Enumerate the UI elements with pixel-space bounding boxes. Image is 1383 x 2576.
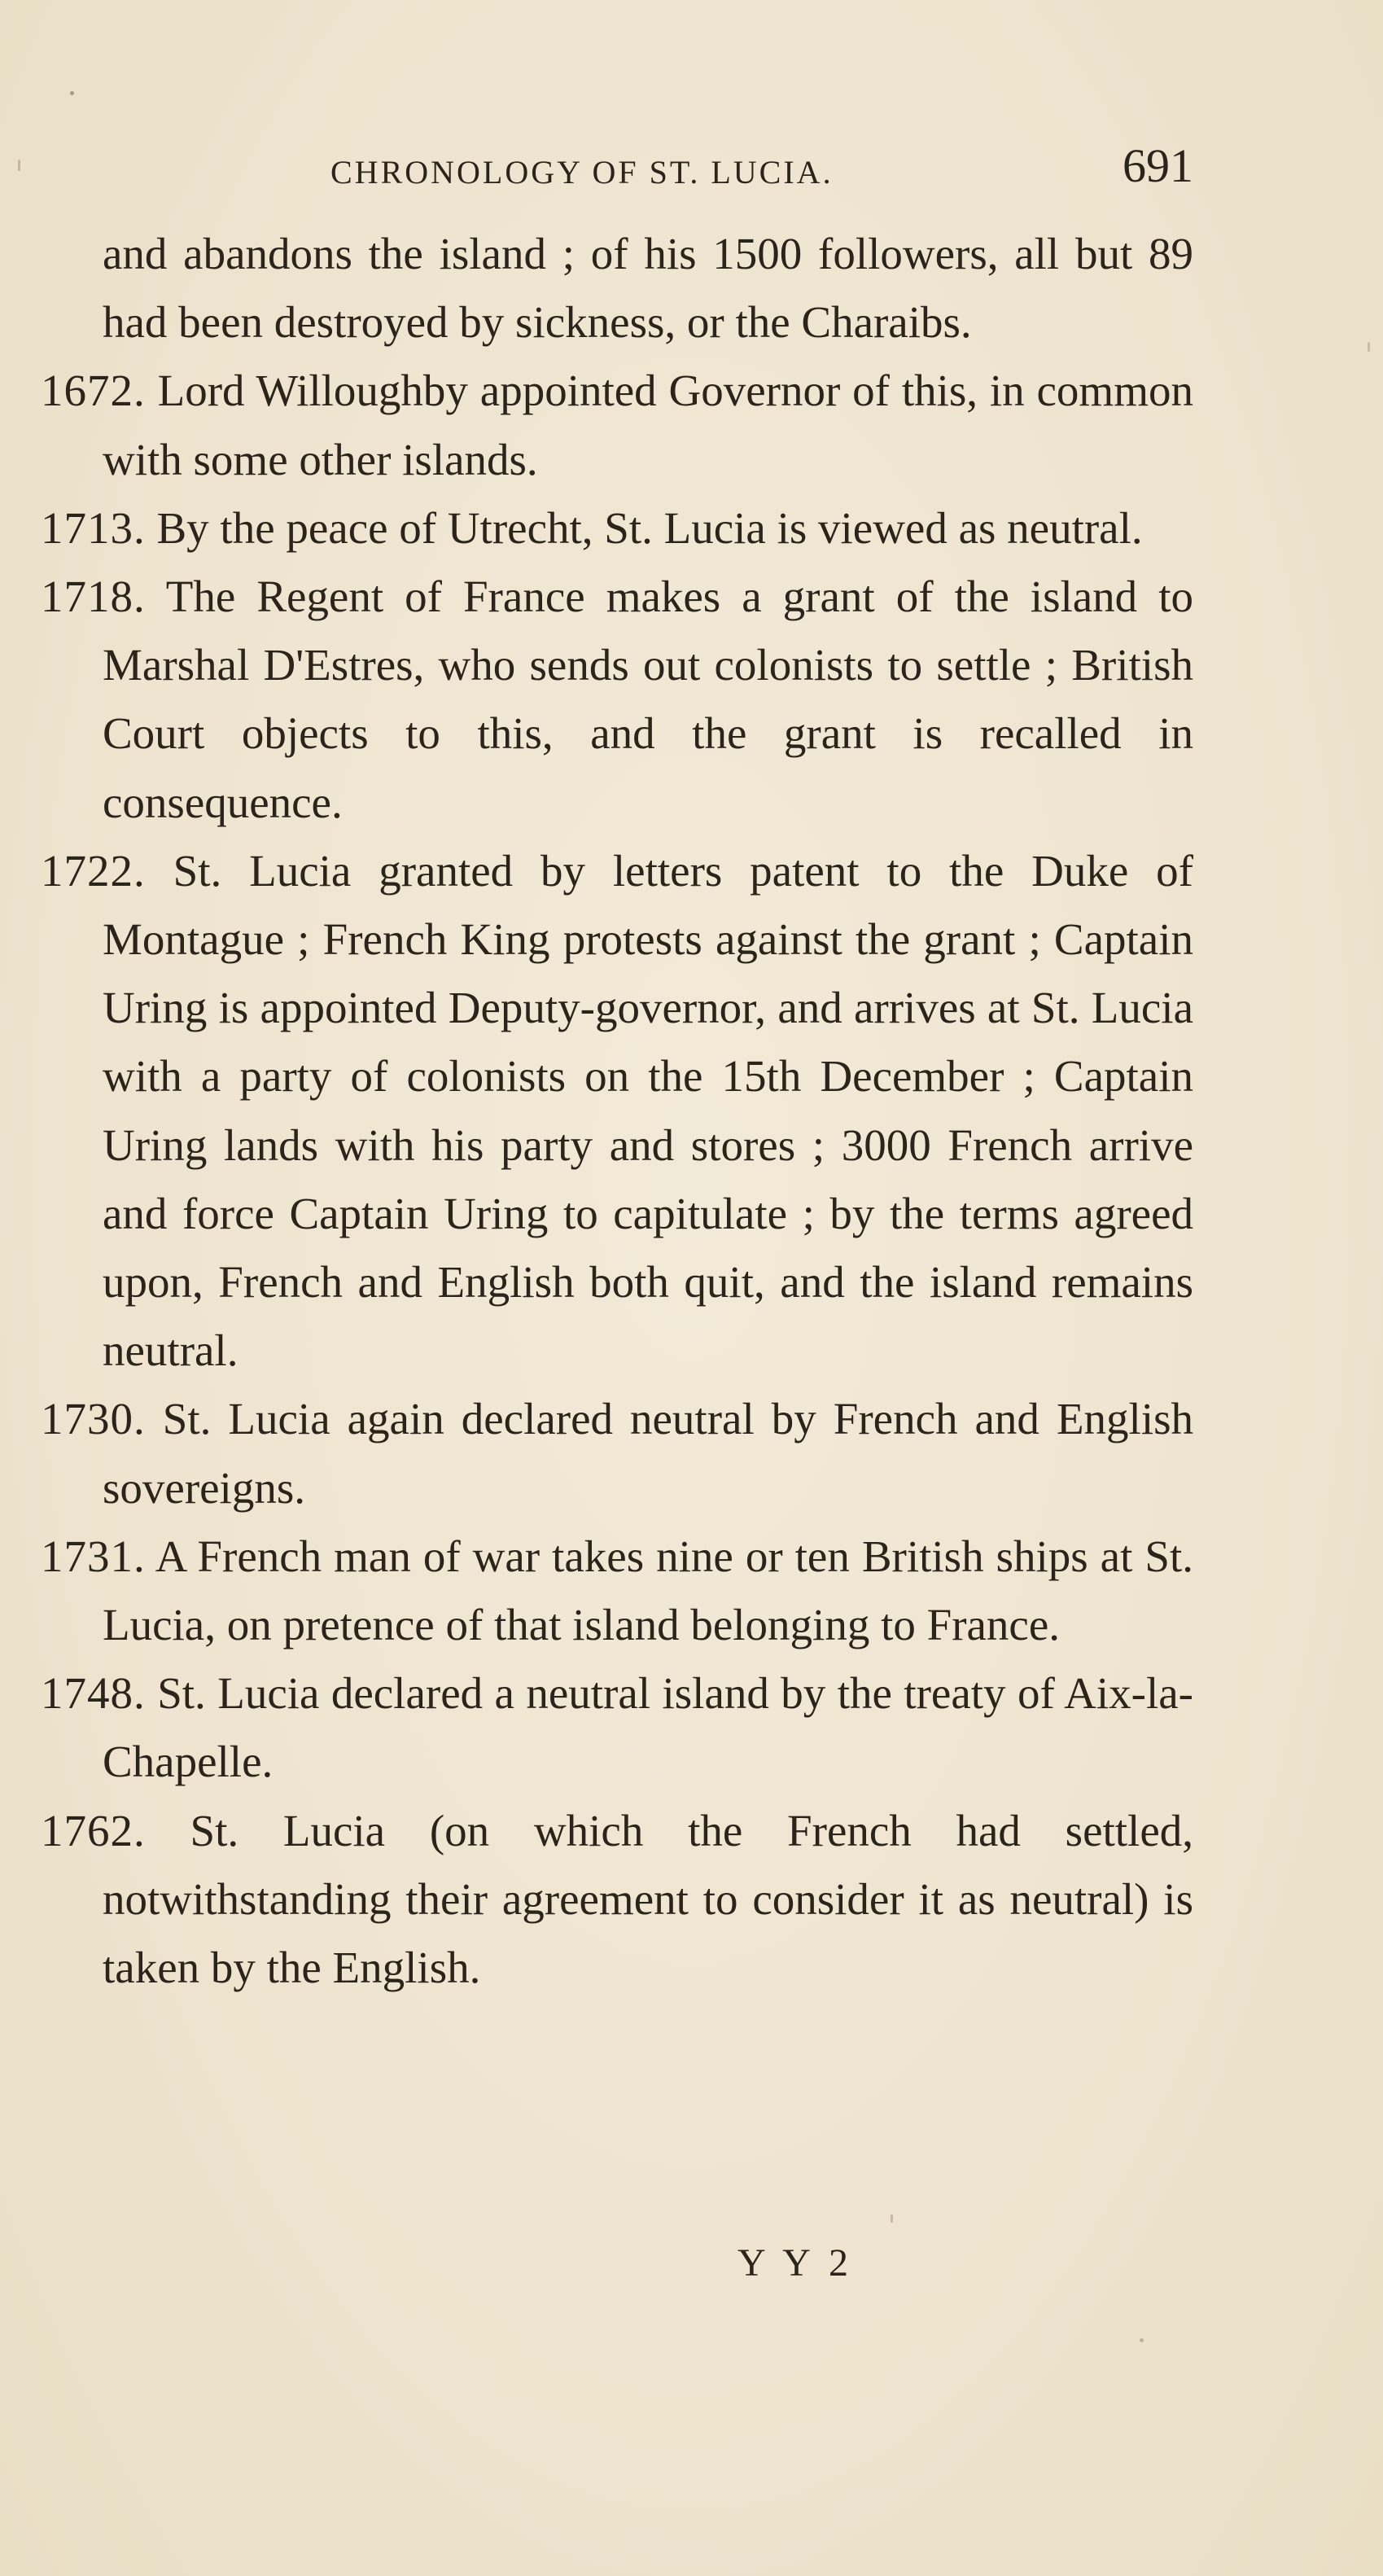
paper-speck bbox=[1140, 2338, 1144, 2342]
entry-text: A French man of war takes nine or ten British ships at St. Lucia, on pretence of that island belonging to France. bbox=[103, 1531, 1193, 1650]
chronology-entry-1713 bbox=[41, 494, 1193, 563]
entry-year: 1762. bbox=[41, 1805, 146, 1855]
chronology-entry-1722 bbox=[41, 837, 1193, 1386]
chronology-entry-continuation bbox=[41, 220, 1193, 357]
entry-text: St. Lucia granted by letters patent to the Duke of Montague ; French King protests against the grant ; Captain Uring is appointed Deputy-governor, and arrives at St. Lucia with a party of colonists on the 15th December ; Captain Uring lands with his party and stores ; 3000 French arrive and force Captain Uring to capitulate ; by the terms agreed upon, French and English both quit, and the island remains neutral. bbox=[103, 845, 1193, 1376]
paper-speck bbox=[891, 2215, 893, 2223]
entry-year: 1722. bbox=[41, 845, 146, 896]
entry-year: 1718. bbox=[41, 572, 146, 622]
entry-text: The Regent of France makes a grant of the island to Marshal D'Estres, who sends out colonists to settle ; British Court objects to this, and the grant is recalled in consequence. bbox=[103, 572, 1193, 827]
chronology-entry-1730 bbox=[41, 1385, 1193, 1522]
running-head: CHRONOLOGY OF ST. LUCIA. bbox=[330, 154, 834, 191]
paper-speck bbox=[70, 91, 74, 95]
chronology-entry-1762 bbox=[41, 1797, 1193, 2003]
entry-text: St. Lucia declared a neutral island by the treaty of Aix-la-Chapelle. bbox=[103, 1668, 1193, 1787]
page-header bbox=[330, 138, 1193, 204]
entry-year: 1672. bbox=[41, 366, 146, 416]
chronology-entry-1672 bbox=[41, 357, 1193, 493]
page-number: 691 bbox=[1123, 139, 1193, 192]
entry-text: and abandons the island ; of his 1500 followers, all but 89 had been destroyed by sickness, or the Charaibs. bbox=[103, 229, 1193, 348]
chronology-entry-1718 bbox=[41, 563, 1193, 837]
signature-mark: Y Y 2 bbox=[737, 2241, 853, 2285]
entry-year: 1748. bbox=[41, 1668, 146, 1719]
chronology-entry-1731 bbox=[41, 1522, 1193, 1659]
entry-text: St. Lucia (on which the French had settled, notwithstanding their agreement to consider it as neutral) is taken by the English. bbox=[103, 1805, 1194, 1993]
paper-speck bbox=[18, 160, 20, 171]
entry-text: St. Lucia again declared neutral by French and English sovereigns. bbox=[103, 1394, 1194, 1513]
entry-year: 1730. bbox=[41, 1394, 146, 1444]
entry-year: 1731. bbox=[41, 1531, 146, 1581]
chronology-body bbox=[41, 220, 1193, 2002]
entry-text: By the peace of Utrecht, St. Lucia is viewed as neutral. bbox=[156, 502, 1143, 553]
paper-speck bbox=[1368, 342, 1370, 352]
entry-text: Lord Willoughby appointed Governor of this, in common with some other islands. bbox=[103, 366, 1193, 484]
entry-year: 1713. bbox=[41, 502, 146, 553]
chronology-entry-1748 bbox=[41, 1659, 1193, 1796]
